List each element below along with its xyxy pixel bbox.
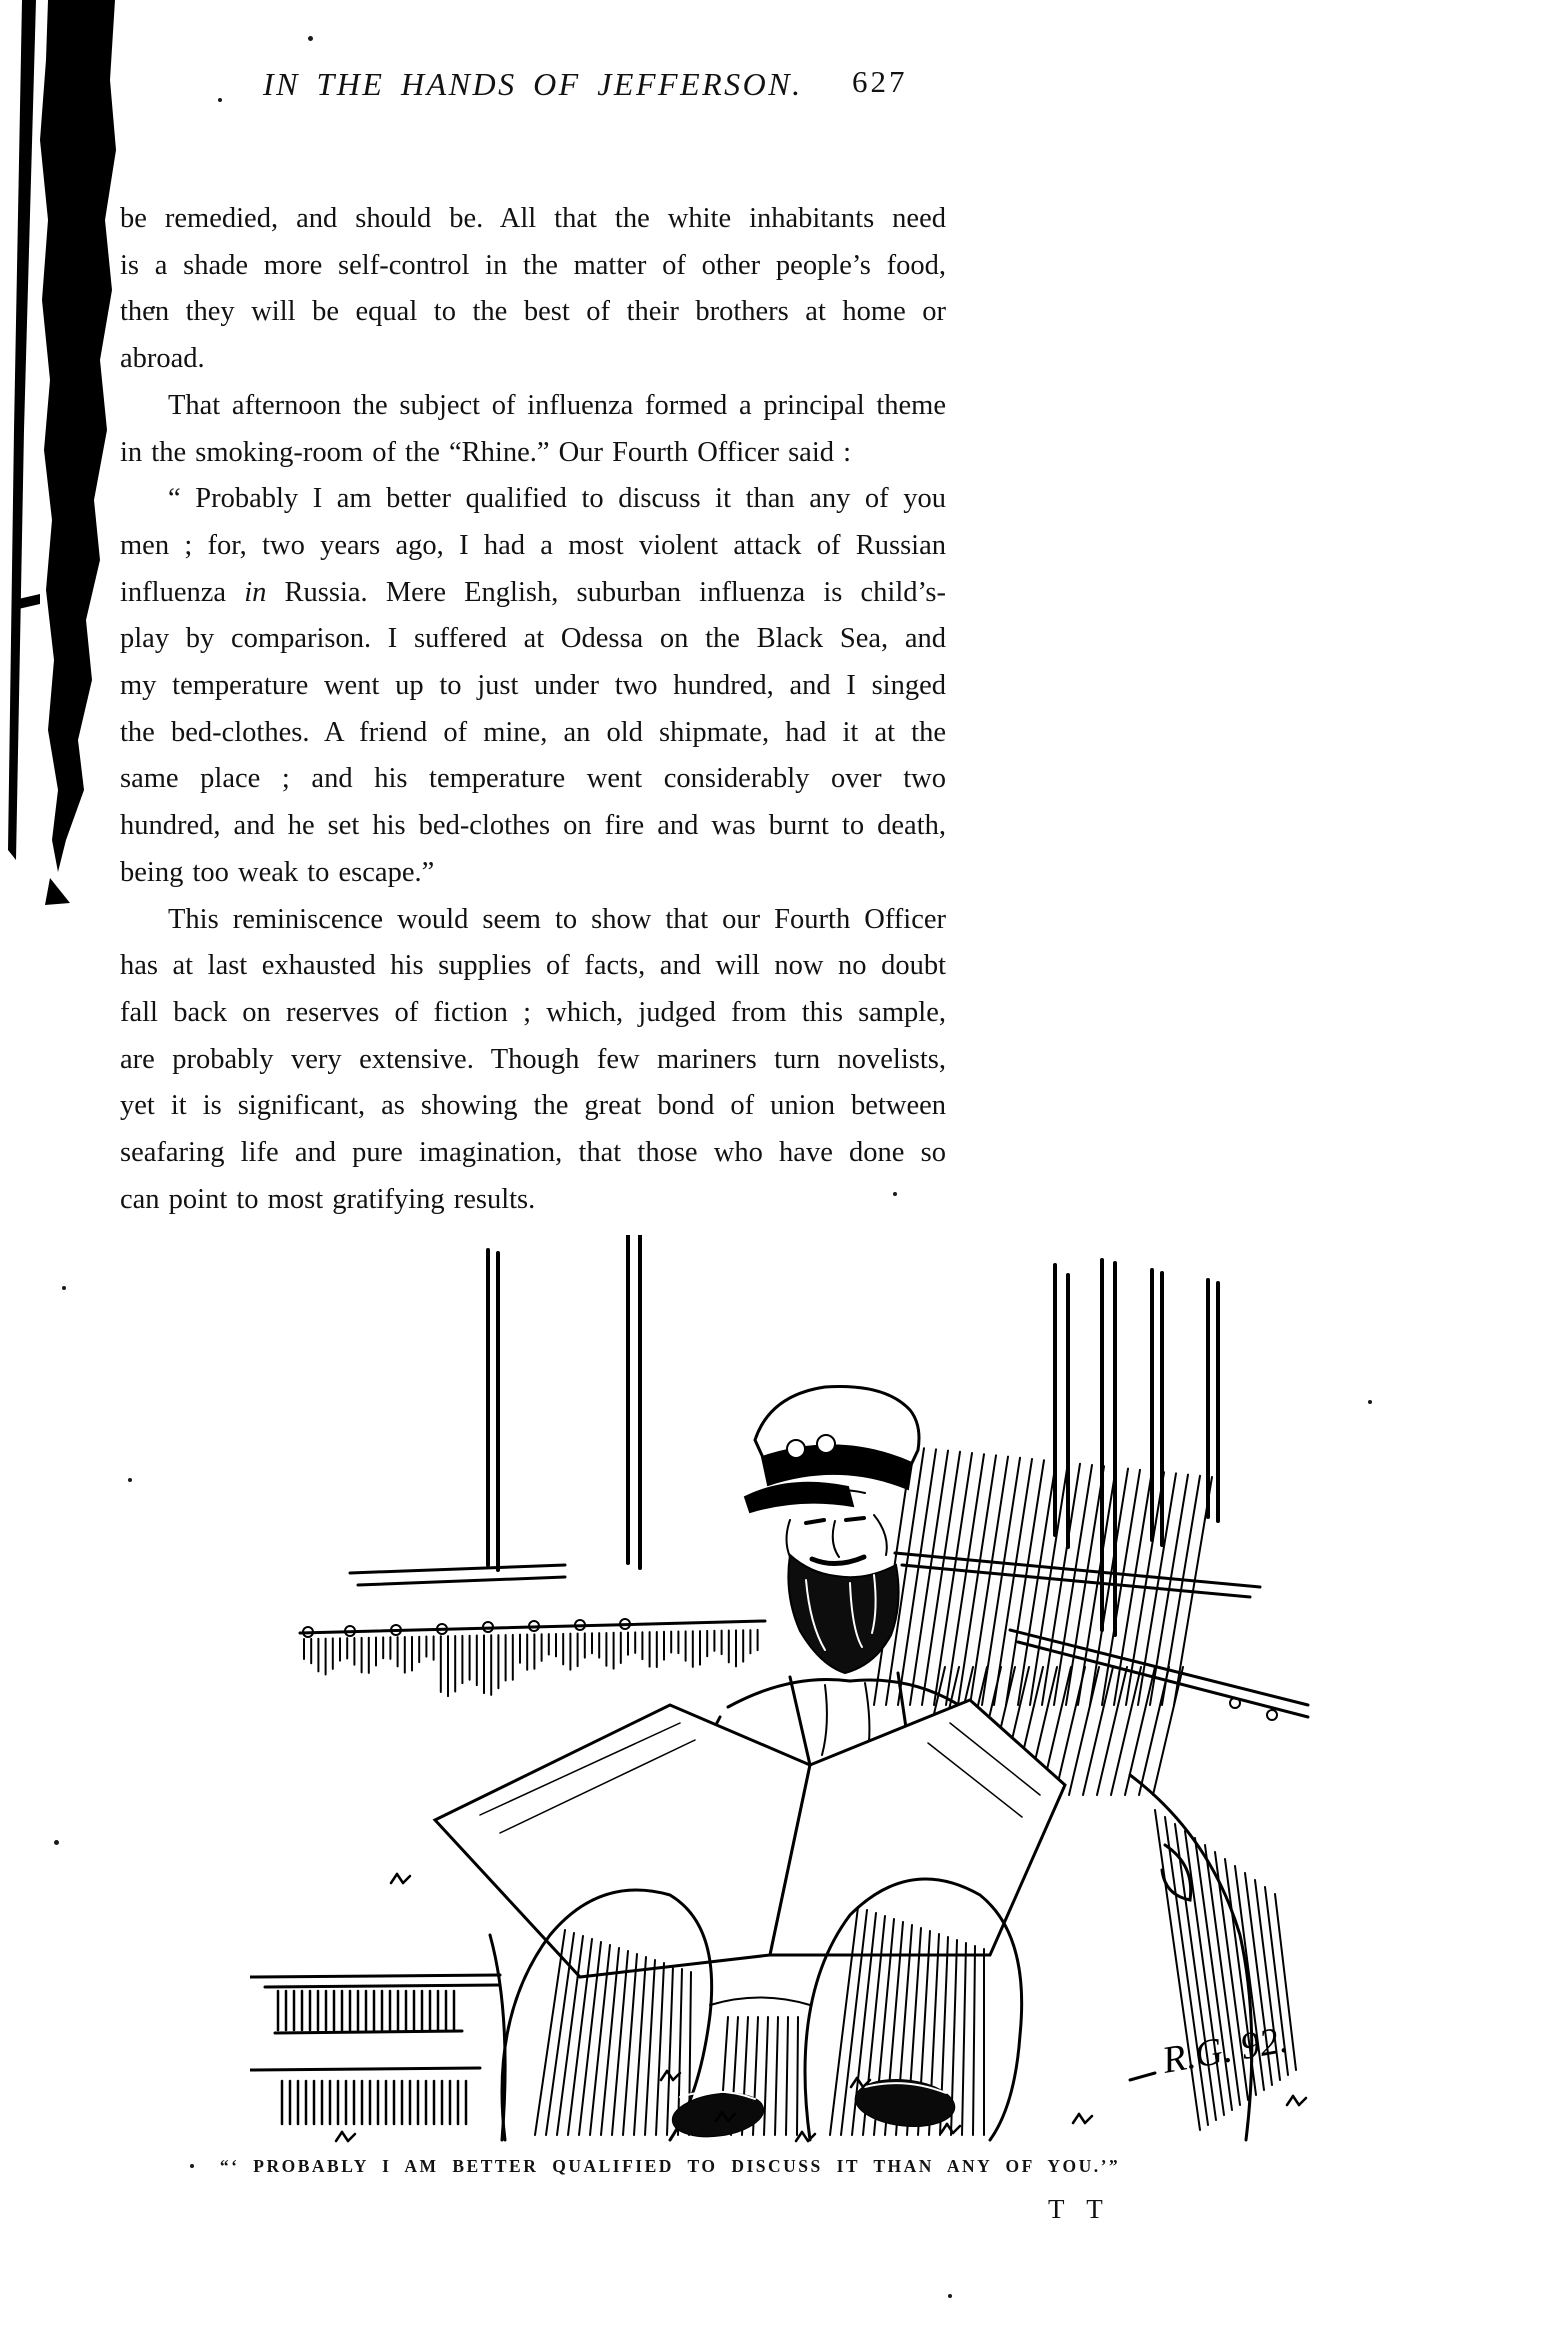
scan-speck — [128, 1478, 132, 1482]
text-line: can point to most gratifying results. — [120, 1183, 536, 1215]
text-line: my temperature went up to just under two hundred, and I singed — [120, 670, 946, 702]
text-line: seafaring life and pure imagination, that those who have done so — [120, 1137, 946, 1169]
officer-face — [787, 1490, 899, 1673]
officer-reading-illustration — [250, 1235, 1310, 2150]
scan-speck — [1368, 1400, 1372, 1404]
text-line: play by comparison. I suffered at Odessa on the Black Sea, and — [120, 623, 946, 655]
text-line: “ Probably I am better qualified to discuss it than any of you — [168, 483, 946, 515]
riveted-bulkhead — [300, 1619, 765, 1637]
printer-signature-mark: T T — [1048, 2194, 1103, 2224]
text-line: be remedied, and should be. All that the white inhabitants need — [120, 203, 946, 234]
scan-speck — [948, 2294, 952, 2298]
illustration-caption: “‘ PROBABLY I AM BETTER QUALIFIED TO DISCUSS IT THAN ANY OF YOU.’” — [219, 2156, 1121, 2176]
text-line: That afternoon the subject of influenza formed a principal theme — [168, 389, 946, 421]
officer-cap — [745, 1386, 919, 1512]
text-line: abroad. — [120, 343, 205, 375]
artist-signature-text: R.G. 92. — [1159, 2018, 1292, 2082]
text-line: are probably very extensive. Though few mariners turn novelists, — [120, 1043, 946, 1075]
text-line: then they will be equal to the best of their brothers at home or — [120, 296, 946, 328]
body-text-column — [120, 196, 946, 1223]
binding-smudge — [0, 0, 130, 915]
running-head-title: IN THE HANDS OF JEFFERSON. — [263, 66, 803, 102]
text-line: men ; for, two years ago, I had a most violent attack of Russian — [120, 529, 946, 561]
italic-word: in — [244, 576, 267, 608]
scan-speck — [54, 1840, 59, 1845]
scan-speck — [190, 2164, 194, 2168]
artist-signature — [1130, 2019, 1291, 2083]
scan-speck — [308, 36, 313, 41]
text-line: being too weak to escape.” — [120, 856, 435, 888]
scan-speck — [218, 98, 222, 102]
text-line: yet it is significant, as showing the great bond of union between — [120, 1090, 946, 1122]
text-line: is a shade more self-control in the matter of other people’s food, — [120, 249, 946, 281]
text-line: the bed-clothes. A friend of mine, an old shipmate, had it at the — [120, 716, 946, 748]
text-line — [120, 570, 946, 617]
step-hatching — [278, 1991, 466, 2124]
text-line: This reminiscence would seem to show that our Fourth Officer — [168, 903, 946, 935]
text-segment: Russia. Mere English, suburban influenza is child’s- — [266, 576, 947, 608]
text-line: same place ; and his temperature went considerably over two — [120, 763, 946, 795]
bulkhead-hatching — [304, 1630, 758, 1696]
newspaper — [435, 1700, 1065, 1977]
text-line: has at last exhausted his supplies of facts, and will now no doubt — [120, 950, 946, 982]
text-line: hundred, and he set his bed-clothes on fire and was burnt to death, — [120, 810, 946, 842]
text-line: in the smoking-room of the “Rhine.” Our Fourth Officer said : — [120, 436, 852, 468]
scan-speck — [62, 1286, 66, 1290]
text-line: fall back on reserves of fiction ; which, judged from this sample, — [120, 996, 946, 1028]
sofa-arm — [1130, 1775, 1252, 2140]
text-segment: influenza — [120, 576, 245, 608]
sofa-hatching — [1155, 1810, 1296, 2130]
page-number: 627 — [852, 64, 908, 99]
slippers — [670, 2075, 958, 2142]
